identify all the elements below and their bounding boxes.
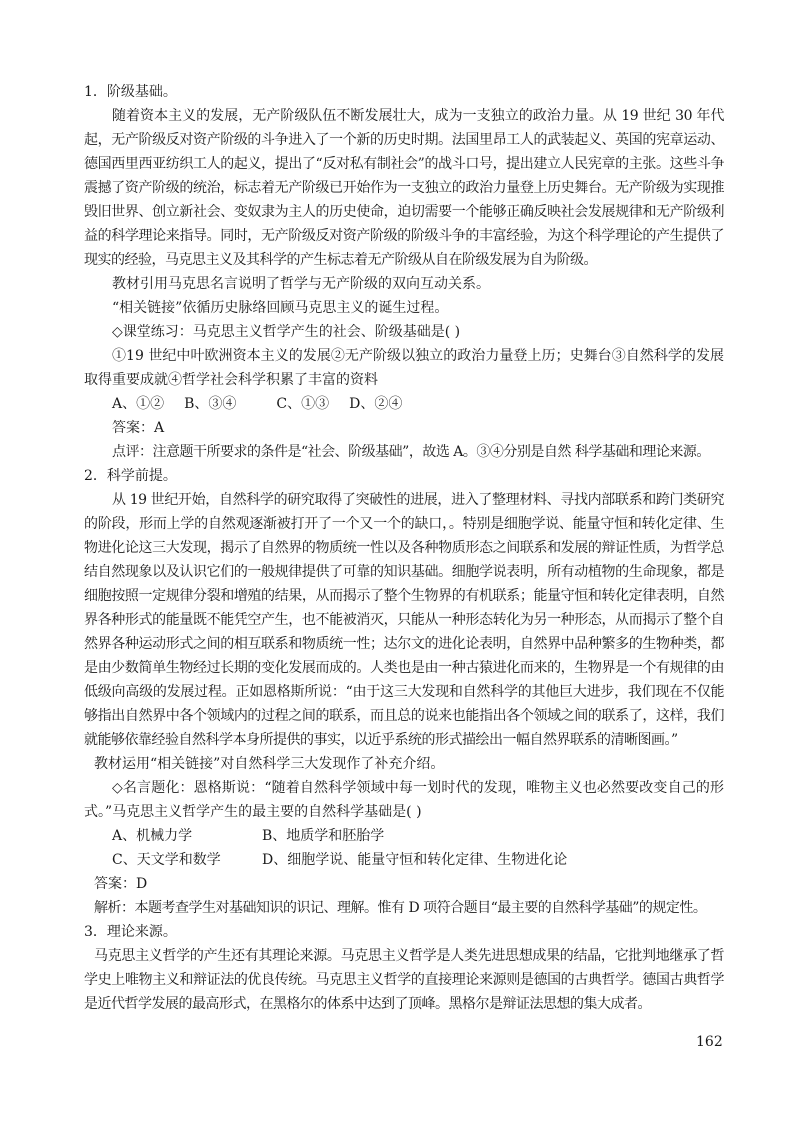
section-paragraph-class-basis: 随着资本主义的发展，无产阶级队伍不断发展壮大，成为一支独立的政治力量。从 19 世纪 30 年代起，无产阶级反对资产阶级的斗争进入了一个新的历史时期。法国里昂工人的武装起义、英国的宪章运动、德国西里西亚纺织工人的起义，提出了“反对私有制社会”的战斗口号，提出建立人民宪章的主张。这些斗争震撼了资产阶级的统治，标志着无产阶级已开始作为一支独立的政治力量登上历史舞台。无产阶级为实现推毁旧世界、创立新社会、变奴隶为主人的历史使命，迫切需要一个能够正确反映社会发展规律和无产阶级利益的科学理论来指导。同时，无产阶级反对资产阶级的阶级斗争的丰富经验，为这个科学理论的产生提供了现实的经验，马克思主义及其科学的产生标志着无产阶级从自在阶级发展为自为阶级。 xyxy=(84,108,724,268)
option-d: D、②④ xyxy=(349,396,403,412)
option-c: C、①③ xyxy=(276,396,330,412)
section-heading-class-basis: 1．阶级基础。 xyxy=(84,84,177,100)
section-heading-science-premise: 2．科学前提。 xyxy=(84,468,177,484)
exercise-answer: 答案：A xyxy=(112,420,165,436)
exercise-items: ①19 世纪中叶欧洲资本主义的发展②无产阶级以独立的政治力量登上历；史舞台③自然科学的发展取得重要成就④哲学社会科学积累了丰富的资料 xyxy=(84,348,724,388)
option-c: C、天文学和数学 xyxy=(112,852,221,868)
option-a: A、①② xyxy=(112,396,165,412)
quote-options-row-2 xyxy=(84,848,724,872)
quote-analysis: 解析：本题考查学生对基础知识的识记、理解。惟有 D 项符合题目“最主要的自然科学基础”的规定性。 xyxy=(94,900,707,916)
option-a: A、机械力学 xyxy=(112,828,193,844)
quote-question: ◇名言题化：恩格斯说：“随着自然科学领域中每一划时代的发现，唯物主义也必然要改变自己的形式。”马克思主义哲学产生的最主要的自然科学基础是( ) xyxy=(84,780,724,820)
section-paragraph-science-premise: 从 19 世纪开始，自然科学的研究取得了突破性的进展，进入了整理材料、寻找内部联系和跨门类研究的阶段，形而上学的自然观逐渐被打开了一个又一个的缺口，。特别是细胞学说、能量守恒和转化定律、生物进化论这三大发现，揭示了自然界的物质统一性以及各种物质形态之间联系和发展的辩证性质，为哲学总结自然现象以及认识它们的一般规律提供了可靠的知识基础。细胞学说表明，所有动植物的生命现象，都是细胞按照一定规律分裂和增殖的结果，从而揭示了整个生物界的有机联系；能量守恒和转化定律表明，自然界各种形式的能量既不能凭空产生，也不能被消灭，只能从一种形态转化为另一种形态，从而揭示了整个自然界各种运动形式之间的相互联系和物质统一性；达尔文的进化论表明，自然界中品种繁多的生物种类，都是由少数简单生物经过长期的变化发展而成的。人类也是由一种古猿进化而来的，生物界是一个有规律的由低级向高级的发展过程。正如恩格斯所说：“由于这三大发现和自然科学的其他巨大进步，我们现在不仅能够指出自然界中各个领域内的过程之间的联系，而且总的说来也能指出各个领域之间的联系了，这样，我们就能够依靠经验自然科学本身所提供的事实，以近乎系统的形式描绘出一幅自然界联系的清晰图画。” xyxy=(84,492,724,748)
section-heading-theory-source: 3．理论来源。 xyxy=(84,924,177,940)
quote-answer: 答案：D xyxy=(94,876,148,892)
textbook-note-science: 教材运用“相关链接”对自然科学三大发现作了补充介绍。 xyxy=(94,756,445,772)
exercise-options xyxy=(84,392,724,416)
related-link-note: “相关链接”依循历史脉络回顾马克思主义的诞生过程。 xyxy=(112,300,449,316)
quote-options-row-1 xyxy=(84,824,724,848)
page-number: 162 xyxy=(696,1034,723,1050)
option-b: B、③④ xyxy=(184,396,237,412)
section-paragraph-theory-source: 马克思主义哲学的产生还有其理论来源。马克思主义哲学是人类先进思想成果的结晶，它批判地继承了哲学史上唯物主义和辩证法的优良传统。马克思主义哲学的直接理论来源则是德国的古典哲学。德国古典哲学是近代哲学发展的最高形式，在黑格尔的体系中达到了顶峰。黑格尔是辩证法思想的集大成者。 xyxy=(84,948,724,1012)
option-d: D、细胞学说、能量守恒和转化定律、生物进化论 xyxy=(262,852,568,868)
exercise-comment: 点评：注意题干所要求的条件是“社会、阶级基础”，故选 A。③④分别是自然 科学基础和理论来源。 xyxy=(112,444,710,460)
textbook-note: 教材引用马克思名言说明了哲学与无产阶级的双向互动关系。 xyxy=(112,276,490,292)
exercise-question: ◇课堂练习：马克思主义哲学产生的社会、阶级基础是( ) xyxy=(112,324,461,340)
page-content xyxy=(84,80,724,1016)
option-b: B、地质学和胚胎学 xyxy=(262,828,385,844)
